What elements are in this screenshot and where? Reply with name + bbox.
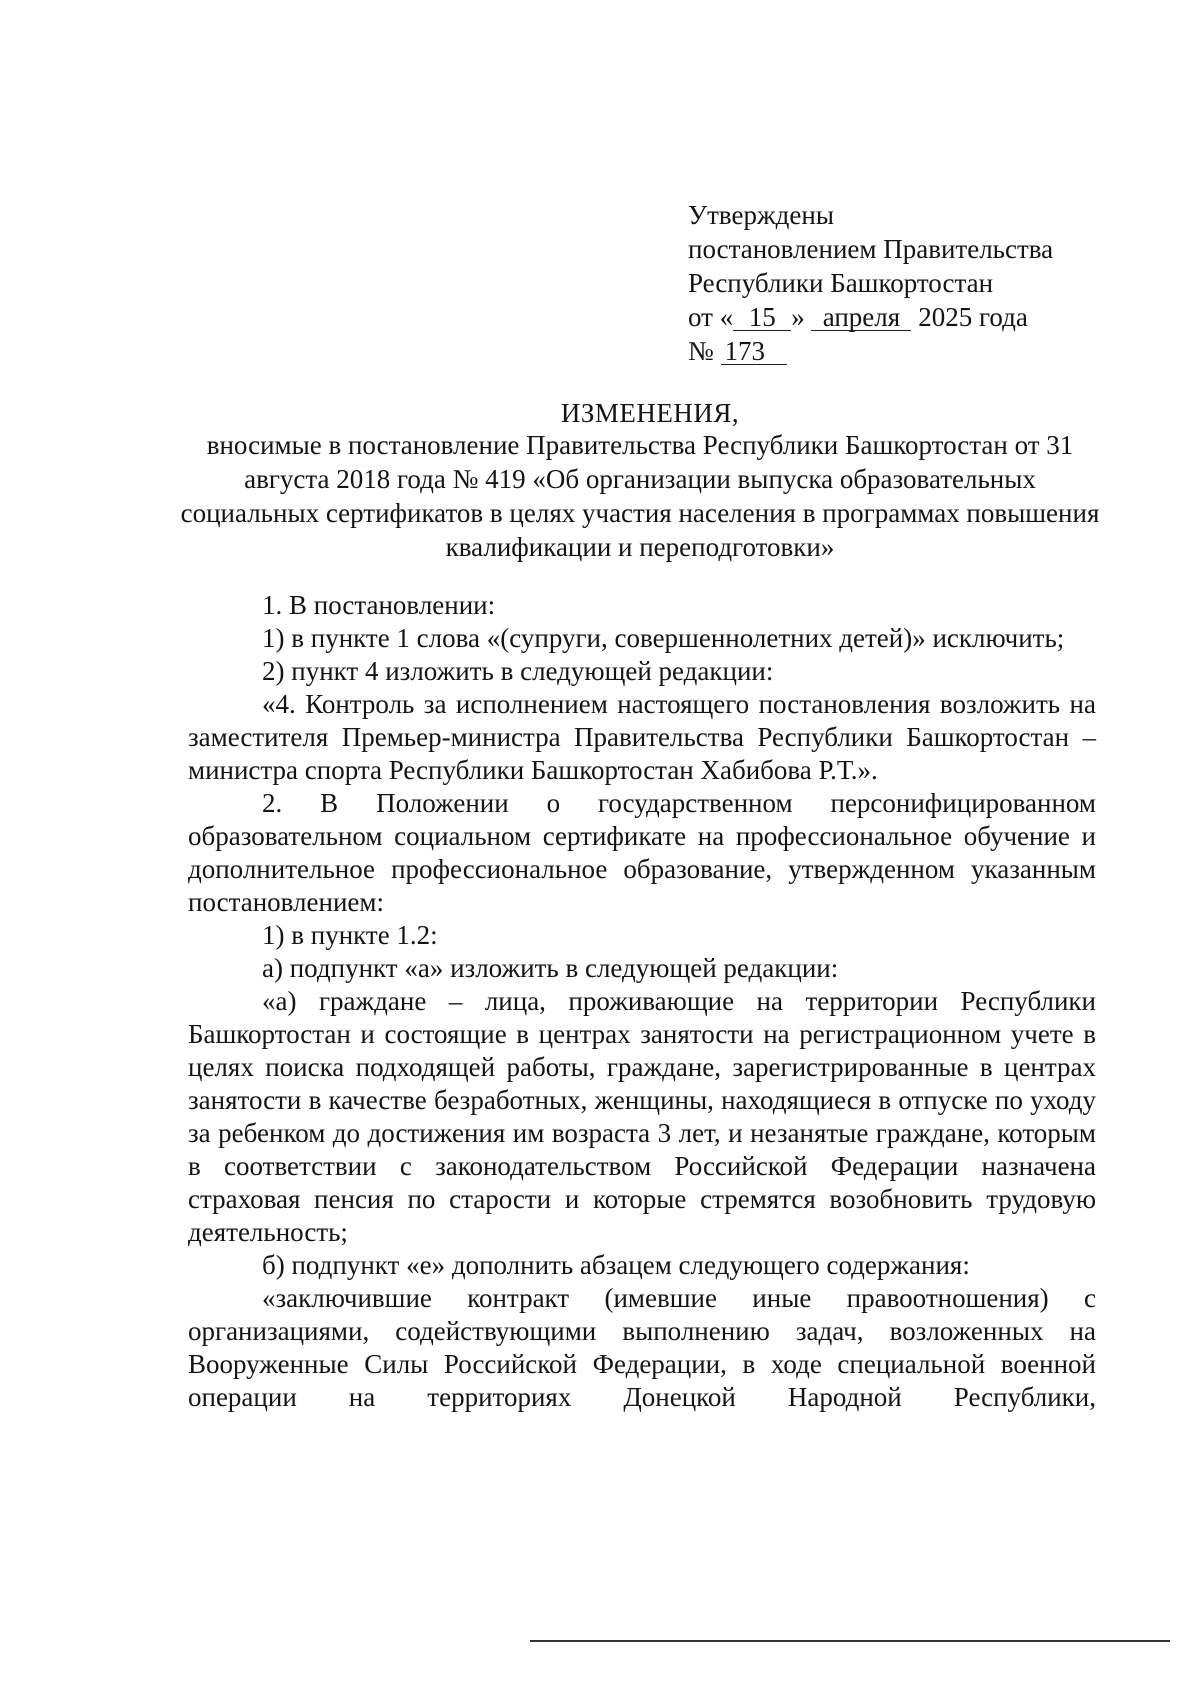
footer-rule: [530, 1640, 1170, 1642]
date-year: 2025 года: [911, 302, 1028, 332]
date-day: 15: [733, 304, 791, 331]
document-subtitle: вносимые в постановление Правительства Республики Башкортостан от 31 августа 2018 года № 419 «Об организации выпуска образовательных социальных сертификатов в целях участия населения в программах повышения квалификации и переподготовки»: [180, 430, 1100, 562]
paragraph-6: 1) в пункте 1.2:: [262, 920, 438, 950]
paragraph-4: «4. Контроль за исполнением настоящего постановления возложить на заместителя Премьер-министра Правительства Республики Башкортостан – министра спорта Республики Башкортостан Хабибова Р.Т.».: [188, 689, 1096, 785]
approval-stamp: [688, 198, 1148, 368]
paragraph-10: «заключившие контракт (имевшие иные правоотношения) с организациями, содействующими выполнению задач, возложенных на Вооруженные Силы Российской Федерации, в ходе специальной военной операции на территориях Донецкой Народной Республики,: [188, 1283, 1096, 1412]
approval-number: [688, 334, 1148, 368]
number-value: 173: [721, 338, 787, 365]
document-title: ИЗМЕНЕНИЯ,: [560, 398, 740, 428]
paragraph-2: 1) в пункте 1 слова «(супруги, совершеннолетних детей)» исключить;: [262, 623, 1065, 653]
approval-line-3: Республики Башкортостан: [688, 268, 994, 298]
date-mid: »: [791, 302, 805, 332]
approval-line-1: Утверждены: [688, 200, 834, 230]
paragraph-3: 2) пункт 4 изложить в следующей редакции:: [262, 656, 774, 686]
approval-date: [688, 300, 1148, 334]
document-body: [188, 589, 1096, 1414]
approval-line-2: постановлением Правительства: [688, 234, 1054, 264]
paragraph-7: а) подпункт «а» изложить в следующей редакции:: [262, 953, 839, 983]
date-prefix: от «: [688, 302, 734, 332]
paragraph-5: 2. В Положении о государственном персонифицированном образовательном социальном сертификате на профессиональное обучение и дополнительное профессиональное образование, утвержденном указанным постановлением:: [188, 788, 1096, 917]
paragraph-1: 1. В постановлении:: [262, 590, 496, 620]
paragraph-9: б) подпункт «е» дополнить абзацем следующего содержания:: [262, 1250, 970, 1280]
paragraph-8: «а) граждане – лица, проживающие на территории Республики Башкортостан и состоящие в центрах занятости на регистрационном учете в целях поиска подходящей работы, граждане, зарегистрированные в центрах занятости в качестве безработных, женщины, находящиеся в отпуске по уходу за ребенком до достижения им возраста 3 лет, и незанятые граждане, которым в соответствии с законодательством Российской Федерации назначена страховая пенсия по старости и которые стремятся возобновить трудовую деятельность;: [188, 986, 1096, 1247]
number-prefix: №: [688, 336, 721, 366]
date-month: апреля: [811, 304, 911, 331]
